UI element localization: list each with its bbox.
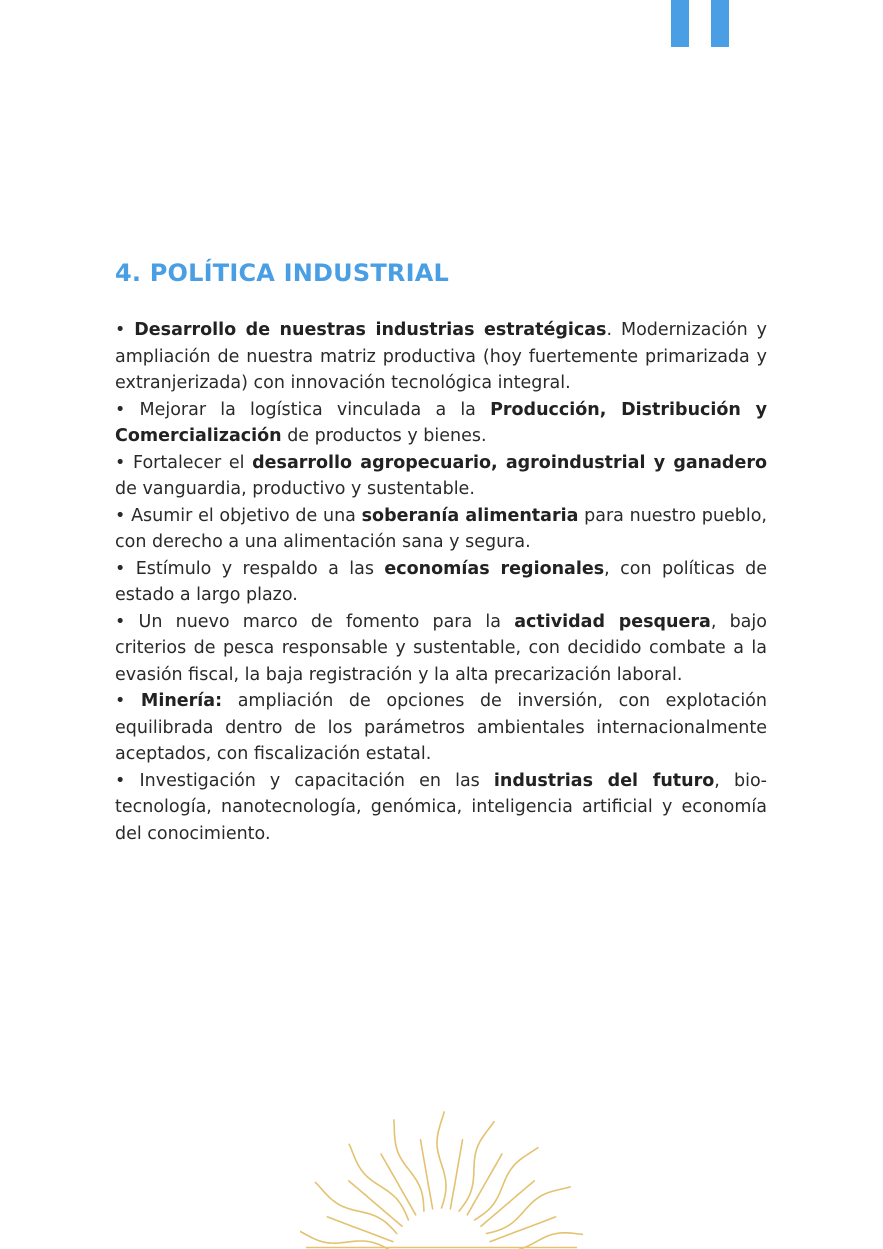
list-item: • Mejorar la logística vinculada a la Producción, Distribución y Comercialización de productos y bienes. (115, 399, 767, 446)
list-item: • Desarrollo de nuestras industrias estratégicas. Modernización y ampliación de nuestra matriz productiva (hoy fuertemente primarizada y extranjerizada) con innovación tecnológica integral. (115, 320, 767, 393)
flag-stripe-left (671, 0, 689, 47)
section-title: 4. POLÍTICA INDUSTRIAL (115, 259, 449, 287)
item-highlight: soberanía alimentaria (361, 505, 579, 526)
sun-ray-wavy (316, 1182, 397, 1233)
list-item: • Asumir el objetivo de una soberanía alimentaria para nuestro pueblo, con derecho a una alimentación sana y segura. (115, 505, 767, 552)
bullet: • (115, 505, 126, 526)
list-item: • Minería: ampliación de opciones de inversión, con explotación equilibrada dentro de los parámetros ambientales internacionalmente aceptados, con fiscalización estatal. (115, 691, 767, 764)
item-highlight: Desarrollo de nuestras industrias estratégicas (134, 320, 607, 340)
item-highlight: Minería: (140, 691, 223, 711)
item-highlight: desarrollo agropecuario, agroindustrial y ganadero (252, 452, 767, 473)
sun-ray-straight (450, 1140, 462, 1209)
bullet: • (115, 452, 126, 473)
sun-rays-icon (300, 1110, 583, 1249)
flag-stripe-right (711, 0, 729, 47)
sun-ray-wavy (300, 1230, 390, 1249)
bullet: • (115, 691, 126, 711)
bullet: • (115, 558, 126, 579)
item-highlight: economías regionales (384, 558, 605, 579)
list-item: • Fortalecer el desarrollo agropecuario, agroindustrial y ganadero de vanguardia, productivo y sustentable. (115, 452, 767, 499)
sun-ray-wavy (394, 1120, 424, 1211)
list-item: • Un nuevo marco de fomento para la actividad pesquera, bajo criterios de pesca responsable y sustentable, con decidido combate a la evasión fiscal, la baja registración y la alta precarización laboral. (115, 611, 767, 685)
item-highlight: actividad pesquera (514, 611, 711, 632)
sun-ray-straight (349, 1181, 402, 1226)
sun-ray-straight (481, 1181, 534, 1226)
sun-ray-wavy (437, 1112, 446, 1208)
bullet: • (115, 399, 126, 420)
bullet: • (115, 611, 126, 632)
sun-ray-straight (381, 1154, 416, 1215)
item-highlight: industrias del futuro (493, 770, 715, 791)
list-item: • Investigación y capacitación en las industrias del futuro, biotecnología, nanotecnología, genómica, inteligencia artificial y economía del conocimiento. (115, 770, 767, 844)
item-highlight: Producción, Distribución y Comercialización (115, 399, 767, 446)
bullet: • (115, 320, 126, 340)
policy-list (115, 317, 767, 847)
bullet: • (115, 770, 126, 791)
list-item: • Estímulo y respaldo a las economías regionales, con políticas de estado a largo plazo. (115, 558, 767, 605)
